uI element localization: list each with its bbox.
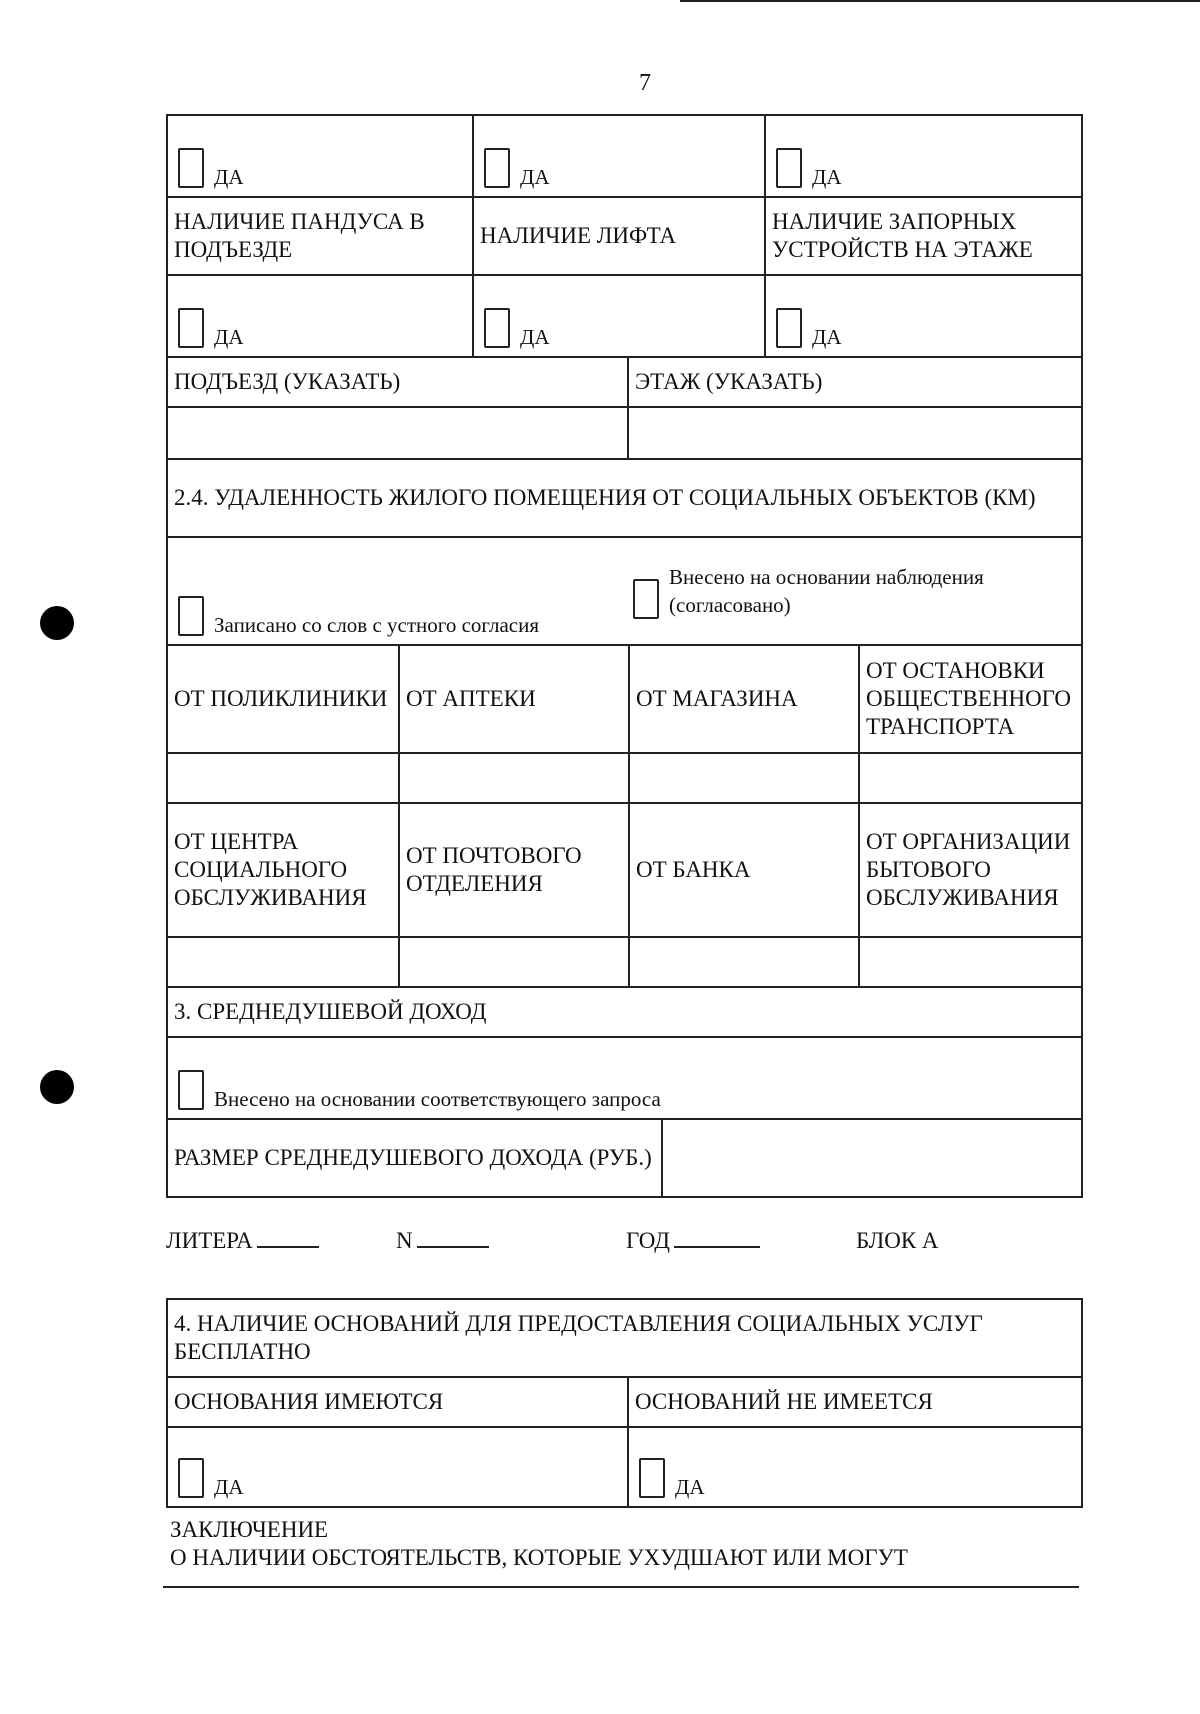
ramp-checkbox-cell[interactable] [168, 116, 472, 196]
entrance-label: ПОДЪЕЗД (УКАЗАТЬ) [174, 369, 401, 394]
income-label: РАЗМЕР СРЕДНЕДУШЕВОГО ДОХОДА (РУБ.) [174, 1145, 652, 1170]
litera-field[interactable] [166, 1228, 396, 1254]
no-grounds-option[interactable] [627, 1428, 1081, 1506]
year-blank[interactable] [674, 1228, 760, 1248]
has-grounds-checkbox[interactable] [178, 1458, 204, 1498]
lock-yes-checkbox[interactable] [776, 308, 802, 348]
punch-hole [40, 1070, 74, 1104]
section-4-title: 4. НАЛИЧИЕ ОСНОВАНИЙ ДЛЯ ПРЕДОСТАВЛЕНИЯ СОЦИАЛЬНЫХ УСЛУГ БЕСПЛАТНО [174, 1311, 983, 1364]
top-edge-rule [680, 0, 1200, 2]
ramp-header: НАЛИЧИЕ ПАНДУСА В ПОДЪЕЗДЕ [174, 209, 425, 262]
post-office-header: ОТ ПОЧТОВОГО ОТДЕЛЕНИЯ [398, 804, 628, 936]
polyclinic-header: ОТ ПОЛИКЛИНИКИ [174, 686, 388, 711]
transport-input[interactable] [858, 754, 1081, 802]
shop-input[interactable] [628, 754, 858, 802]
transport-header: ОТ ОСТАНОВКИ ОБЩЕСТВЕННОГО ТРАНСПОРТА [858, 646, 1081, 752]
block-field [856, 1228, 939, 1254]
conclusion-block [170, 1516, 908, 1572]
verbal-option[interactable] [168, 538, 627, 644]
ramp-yes-cell[interactable] [168, 276, 472, 356]
checkbox-label: ДА [675, 1475, 705, 1499]
number-label: N [396, 1228, 413, 1253]
lock-checkbox[interactable] [776, 148, 802, 188]
checkbox-label: ДА [214, 1475, 244, 1499]
year-field[interactable] [626, 1228, 856, 1254]
free-services-table [166, 1298, 1083, 1508]
section-3-title: 3. СРЕДНЕДУШЕВОЙ ДОХОД [174, 999, 487, 1024]
block-label: БЛОК А [856, 1228, 939, 1253]
lift-yes-cell[interactable] [472, 276, 764, 356]
checkbox-label: ДА [214, 325, 244, 349]
number-blank[interactable] [417, 1228, 489, 1248]
floor-label: ЭТАЖ (УКАЗАТЬ) [627, 358, 1081, 406]
pharmacy-input[interactable] [398, 754, 628, 802]
bank-header: ОТ БАНКА [628, 804, 858, 936]
lift-yes-checkbox[interactable] [484, 308, 510, 348]
accessibility-table [166, 114, 1083, 1198]
social-center-header: ОТ ЦЕНТРА СОЦИАЛЬНОГО ОБСЛУЖИВАНИЯ [174, 829, 367, 910]
litera-label: ЛИТЕРА [166, 1228, 253, 1253]
section-2-4-title: 2.4. УДАЛЕННОСТЬ ЖИЛОГО ПОМЕЩЕНИЯ ОТ СОЦИАЛЬНЫХ ОБЪЕКТОВ (КМ) [174, 485, 1036, 510]
no-grounds-header: ОСНОВАНИЙ НЕ ИМЕЕТСЯ [627, 1378, 1081, 1426]
number-field[interactable] [396, 1228, 626, 1254]
lift-checkbox-cell[interactable] [472, 116, 764, 196]
has-grounds-option[interactable] [168, 1428, 627, 1506]
verbal-label: Записано со слов с устного согласия [214, 613, 539, 637]
checkbox-label: ДА [214, 165, 244, 189]
pharmacy-header: ОТ АПТЕКИ [398, 646, 628, 752]
punch-hole [40, 606, 74, 640]
checkbox-label: ДА [812, 165, 842, 189]
ramp-yes-checkbox[interactable] [178, 308, 204, 348]
shop-header: ОТ МАГАЗИНА [628, 646, 858, 752]
bottom-rule [163, 1586, 1079, 1588]
observation-label: Внесено на основании наблюдения (согласовано) [669, 565, 984, 617]
checkbox-label: ДА [520, 325, 550, 349]
observation-checkbox[interactable] [633, 579, 659, 619]
year-label: ГОД [626, 1228, 670, 1253]
checkbox-label: ДА [812, 325, 842, 349]
record-meta-line [166, 1228, 1079, 1254]
lock-header: НАЛИЧИЕ ЗАПОРНЫХ УСТРОЙСТВ НА ЭТАЖЕ [764, 198, 1081, 274]
no-grounds-checkbox[interactable] [639, 1458, 665, 1498]
verbal-checkbox[interactable] [178, 596, 204, 636]
income-input[interactable] [661, 1120, 1081, 1196]
page-number: 7 [639, 70, 651, 96]
has-grounds-header: ОСНОВАНИЯ ИМЕЮТСЯ [174, 1389, 444, 1414]
observation-option[interactable] [627, 538, 1081, 644]
lock-yes-cell[interactable] [764, 276, 1081, 356]
bank-input[interactable] [628, 938, 858, 986]
post-office-input[interactable] [398, 938, 628, 986]
floor-input[interactable] [627, 408, 1081, 458]
conclusion-text: О НАЛИЧИИ ОБСТОЯТЕЛЬСТВ, КОТОРЫЕ УХУДШАЮТ ИЛИ МОГУТ [170, 1545, 908, 1570]
lift-checkbox[interactable] [484, 148, 510, 188]
polyclinic-input[interactable] [168, 754, 398, 802]
lift-header: НАЛИЧИЕ ЛИФТА [472, 198, 764, 274]
household-service-input[interactable] [858, 938, 1081, 986]
lock-checkbox-cell[interactable] [764, 116, 1081, 196]
entrance-input[interactable] [168, 408, 627, 458]
household-service-header: ОТ ОРГАНИЗАЦИИ БЫТОВОГО ОБСЛУЖИВАНИЯ [858, 804, 1081, 936]
conclusion-heading: ЗАКЛЮЧЕНИЕ [170, 1517, 329, 1542]
request-label: Внесено на основании соответствующего запроса [214, 1087, 661, 1111]
social-center-input[interactable] [168, 938, 398, 986]
checkbox-label: ДА [520, 165, 550, 189]
request-option[interactable] [168, 1038, 1081, 1118]
ramp-checkbox[interactable] [178, 148, 204, 188]
litera-blank[interactable] [257, 1228, 319, 1248]
request-checkbox[interactable] [178, 1070, 204, 1110]
